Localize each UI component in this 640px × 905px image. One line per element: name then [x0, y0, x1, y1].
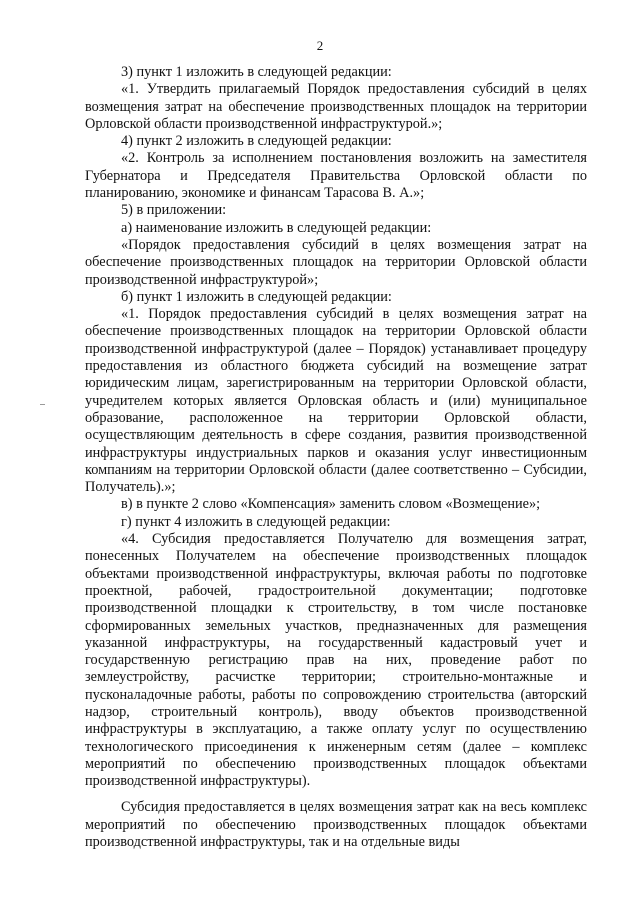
paragraph-point-4-text: «4. Субсидия предоставляется Получателю для возмещения затрат, понесенных Получателем на обеспечение производственных площадок объектами производственной инфраструктуры, включая работы по подготовке проектной, рабочей, градостроительной документации; подготовке производственной площадки к строительству, в том числе постановке сформированных земельных участков, предназначенных для размещения указанной инфраструктуры, на государственный кадастровый учет и государственную регистрацию прав на них, проведение работ по землеустройству, расчистке территории; строительно-монтажные и пусконаладочные работы, работы по сопровождению строительства (авторский надзор, строительный контроль), вводу объектов производственной инфраструктуры в эксплуатацию, а также оплату услуг по осуществлению технологического присоединения к инженерным сетям (далее – комплекс мероприятий по обеспечению производственных площадок объектами производственной инфраструктуры).: [85, 531, 587, 790]
paragraph-item-5: 5) в приложении:: [121, 202, 227, 219]
paragraph-item-3: 3) пункт 1 изложить в следующей редакции:: [121, 64, 392, 80]
page-number: 2: [316, 38, 324, 53]
paragraph-subitem-b: б) пункт 1 изложить в следующей редакции:: [121, 288, 392, 305]
paragraph-subitem-g: г) пункт 4 изложить в следующей редакции:: [121, 513, 391, 530]
paragraph-point-1-new-text: «1. Порядок предоставления субсидий в целях возмещения затрат на обеспечение производственных площадок на территории Орловской области производственной инфраструктурой (далее – Порядок) устанавливает процедуру предоставления из областного бюджета субсидий на возмещение затрат юридическим лицам, зарегистрированным на территории Орловской области, учредителем которых является Орловская область и (или) муниципальное образование, расположенное на территории Орловской области, осуществляющим деятельность в сфере создания, развития производственной инфраструктуры индустриальных парков и оказания услуг инвестиционным компаниям на территории Орловской области (далее соответственно – Субсидии, Получатель).»;: [85, 306, 587, 496]
paragraph-point-1-text: «1. Утвердить прилагаемый Порядок предоставления субсидий в целях возмещения затрат на обеспечение производственных площадок на территории Орловской области производственной инфраструктурой.»;: [85, 81, 587, 132]
paragraph-subitem-v: в) в пункте 2 слово «Компенсация» заменить словом «Возмещение»;: [121, 496, 541, 513]
document-body: [85, 64, 587, 851]
paragraph-subitem-a: а) наименование изложить в следующей редакции:: [121, 219, 432, 236]
margin-mark: [40, 404, 45, 405]
paragraph-item-4: 4) пункт 2 изложить в следующей редакции:: [121, 133, 392, 150]
paragraph-subsidy-scope: Субсидия предоставляется в целях возмещения затрат как на весь комплекс мероприятий по обеспечению производственных площадок объектами производственной инфраструктуры, так и на отдельные виды: [85, 799, 587, 851]
paragraph-point-2-text: «2. Контроль за исполнением постановления возложить на заместителя Губернатора и Председателя Правительства Орловской области по планированию, экономике и финансам Тарасова В. А.»;: [85, 150, 587, 202]
paragraph-title-text: «Порядок предоставления субсидий в целях возмещения затрат на обеспечение производственных площадок на территории Орловской области производственной инфраструктурой»;: [85, 236, 587, 288]
